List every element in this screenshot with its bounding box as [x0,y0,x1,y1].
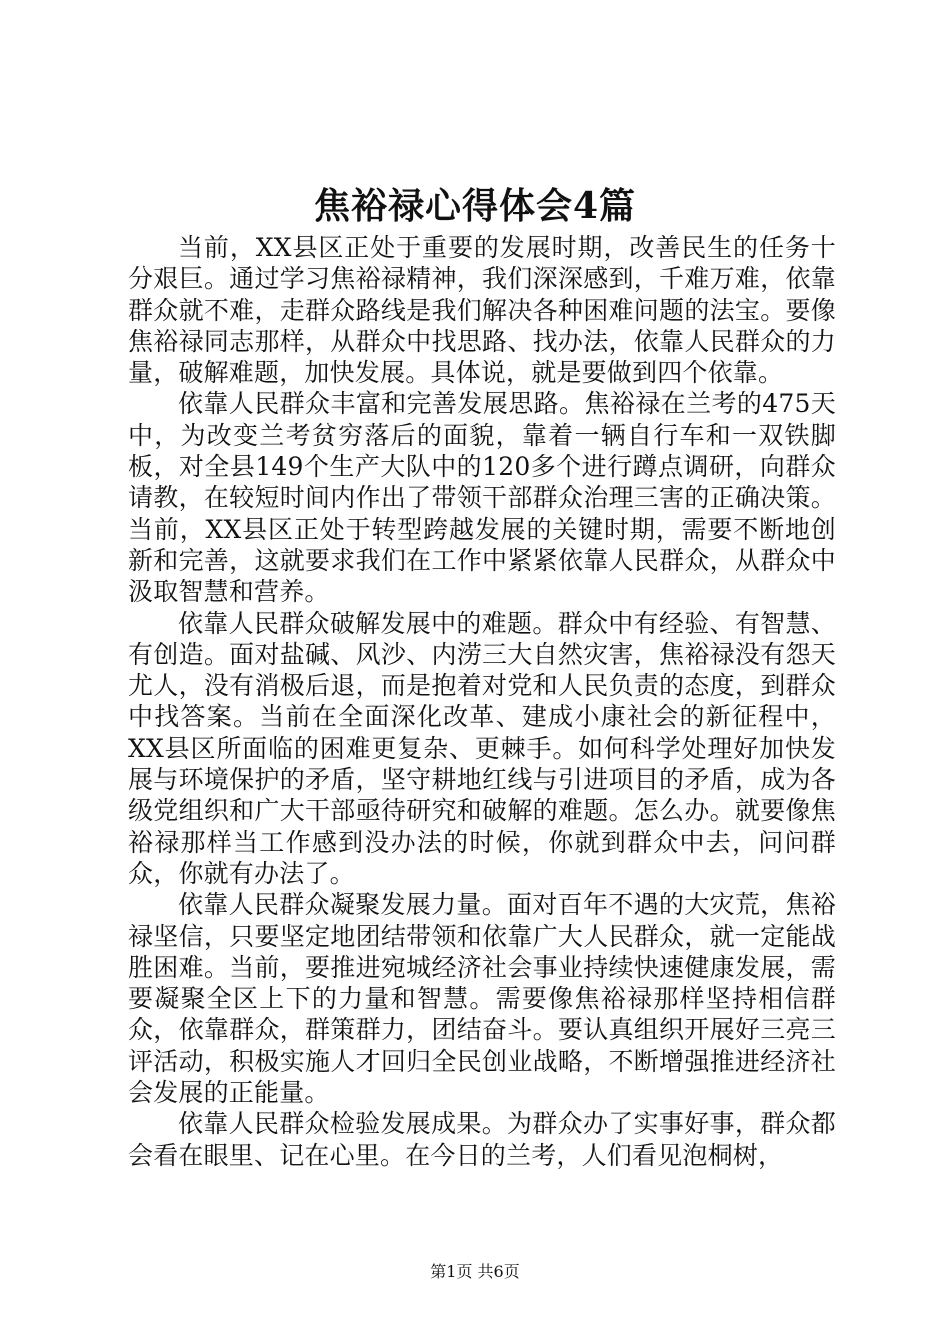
body-paragraph: 依靠人民群众破解发展中的难题。群众中有经验、有智慧、有创造。面对盐碱、风沙、内涝三大自然灾害，焦裕禄没有怨天尤人，没有消极后退，而是抱着对党和人民负责的态度，到群众中找答案。当前在全面深化改革、建成小康社会的新征程中，XX县区所面临的困难更复杂、更棘手。如何科学处理好加快发展与环境保护的矛盾，坚守耕地红线与引进项目的矛盾，成为各级党组织和广大干部亟待研究和破解的难题。怎么办。就要像焦裕禄那样当工作感到没办法的时候，你就到群众中去，问问群众，你就有办法了。 [128,608,836,888]
body-paragraph: 依靠人民群众丰富和完善发展思路。焦裕禄在兰考的475天中，为改变兰考贫穷落后的面貌，靠着一辆自行车和一双铁脚板，对全县149个生产大队中的120多个进行蹲点调研，向群众请教，在较短时间内作出了带领干部群众治理三害的正确决策。当前，XX县区正处于转型跨越发展的关键时期，需要不断地创新和完善，这就要求我们在工作中紧紧依靠人民群众，从群众中汲取智慧和营养。 [128,389,836,607]
document-body [128,232,836,1171]
body-paragraph: 当前，XX县区正处于重要的发展时期，改善民生的任务十分艰巨。通过学习焦裕禄精神，我们深深感到，千难万难，依靠群众就不难，走群众路线是我们解决各种困难问题的法宝。要像焦裕禄同志那样，从群众中找思路、找办法，依靠人民群众的力量，破解难题，加快发展。具体说，就是要做到四个依靠。 [128,233,836,388]
body-paragraph: 依靠人民群众检验发展成果。为群众办了实事好事，群众都会看在眼里、记在心里。在今日的兰考，人们看见泡桐树， [128,1109,836,1170]
document-title: 焦裕禄心得体会4篇 [313,185,637,227]
body-paragraph: 依靠人民群众凝聚发展力量。面对百年不遇的大灾荒，焦裕禄坚信，只要坚定地团结带领和依靠广大人民群众，就一定能战胜困难。当前，要推进宛城经济社会事业持续快速健康发展，需要凝聚全区上下的力量和智慧。需要像焦裕禄那样坚持相信群众，依靠群众，群策群力，团结奋斗。要认真组织开展好三亮三评活动，积极实施人才回归全民创业战略，不断增强推进经济社会发展的正能量。 [128,890,836,1108]
page-number-footer: 第1页 共6页 [430,1262,520,1281]
